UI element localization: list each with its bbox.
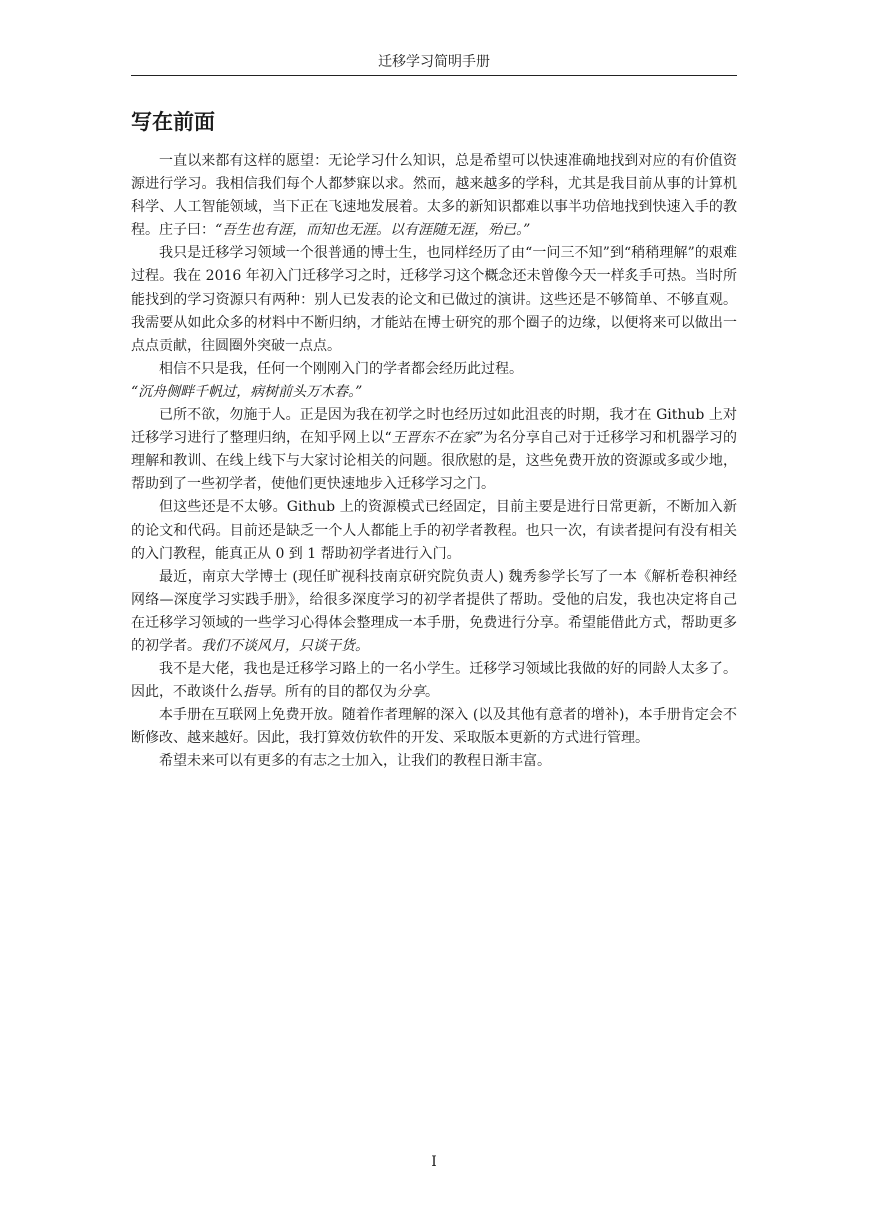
author-nickname: 王晋东不在家 xyxy=(391,430,477,447)
paragraph-8 xyxy=(131,658,737,704)
paragraph-4-poem-quote xyxy=(131,381,737,404)
emphasis-phrase: 我们不谈风月，只谈干货。 xyxy=(201,637,369,654)
paragraph-text: 。 xyxy=(425,684,439,701)
paragraph-10 xyxy=(131,750,737,773)
paragraph-text: 一直以来都有这样的愿望：无论学习什么知识，总是希望可以快速准确地找到对应的有价值资源进行学习。我相信我们每个人都梦寐以求。然而，越来越多的学科，尤其是我目前从事的计算机科学、人工智能领域，当下正在飞速地发展着。太多的新知识都难以事半功倍地找到快速入手的教程。庄子曰： xyxy=(131,153,737,239)
paragraph-text: 我不是大佬，我也是迁移学习路上的一名小学生。迁移学习领域比我做的好的同龄人太多了。因此，不敢谈什么 xyxy=(131,661,737,701)
emphasis-word-guidance: 指导 xyxy=(243,684,271,701)
paragraph-5 xyxy=(131,404,737,496)
paragraph-6 xyxy=(131,496,737,565)
paragraph-2 xyxy=(131,242,737,357)
paragraph-text: 。所有的目的都仅为 xyxy=(271,684,397,701)
paragraph-text: 但这些还是不太够。Github 上的资源模式已经固定，目前主要是进行日常更新，不断加入新的论文和代码。目前还是缺乏一个人人都能上手的初学者教程。也只一次，有读者提问有没有相关的入门教程，能真正从 0 到 1 帮助初学者进行入门。 xyxy=(131,499,737,562)
paragraph-3 xyxy=(131,358,737,381)
zhuangzi-quote: “吾生也有涯，而知也无涯。以有涯随无涯，殆已。” xyxy=(215,222,531,239)
paragraph-text: 最近，南京大学博士 (现任旷视科技南京研究院负责人) 魏秀参学长写了一本《解析卷积神经网络—深度学习实践手册》，给很多深度学习的初学者提供了帮助。受他的启发，我也决定将自己在迁移学习领域的一些学习心得体会整理成一本手册，免费进行分享。希望能借此方式，帮助更多的初学者。 xyxy=(131,568,737,654)
running-header: 迁移学习简明手册 xyxy=(378,54,490,70)
paragraph-1 xyxy=(131,150,737,242)
paragraph-7 xyxy=(131,566,737,658)
paragraph-text: 我只是迁移学习领域一个很普通的博士生，也同样经历了由“一问三不知”到“稍稍理解”的艰难过程。我在 2016 年初入门迁移学习之时，迁移学习这个概念还未曾像今天一样炙手可热。当时所能找到的学习资源只有两种：别人已发表的论文和已做过的演讲。这些还是不够简单、不够直观。我需要从如此众多的材料中不断归纳，才能站在博士研究的那个圈子的边缘，以便将来可以做出一点点贡献，往圆圈外突破一点点。 xyxy=(131,245,737,354)
paragraph-text: ”为名分享自己对于迁移学习和机器学习的理解和教训、在线上线下与大家讨论相关的问题。很欣慰的是，这些免费开放的资源或多或少地，帮助到了一些初学者，使他们更快速地步入迁移学习之门。 xyxy=(131,430,738,493)
poem-quote: “沉舟侧畔千帆过，病树前头万木春。” xyxy=(131,383,363,400)
paragraph-9 xyxy=(131,704,737,750)
section-title: 写在前面 xyxy=(131,110,215,134)
paragraph-text: 本手册在互联网上免费开放。随着作者理解的深入 (以及其他有意者的增补)，本手册肯定会不断修改、越来越好。因此，我打算效仿软件的开发、采取版本更新的方式进行管理。 xyxy=(131,707,737,747)
paragraph-text: 希望未来可以有更多的有志之士加入，让我们的教程日渐丰富。 xyxy=(159,753,551,770)
header-rule xyxy=(131,75,737,76)
paragraph-text: 已所不欲，勿施于人。正是因为我在初学之时也经历过如此沮丧的时期，我才在 Github 上对迁移学习进行了整理归纳，在知乎网上以“ xyxy=(131,407,737,447)
emphasis-word-share: 分享 xyxy=(397,684,425,701)
page-number: I xyxy=(431,1154,437,1170)
paragraph-text: 相信不只是我，任何一个刚刚入门的学者都会经历此过程。 xyxy=(159,360,523,377)
body-text xyxy=(131,150,737,774)
